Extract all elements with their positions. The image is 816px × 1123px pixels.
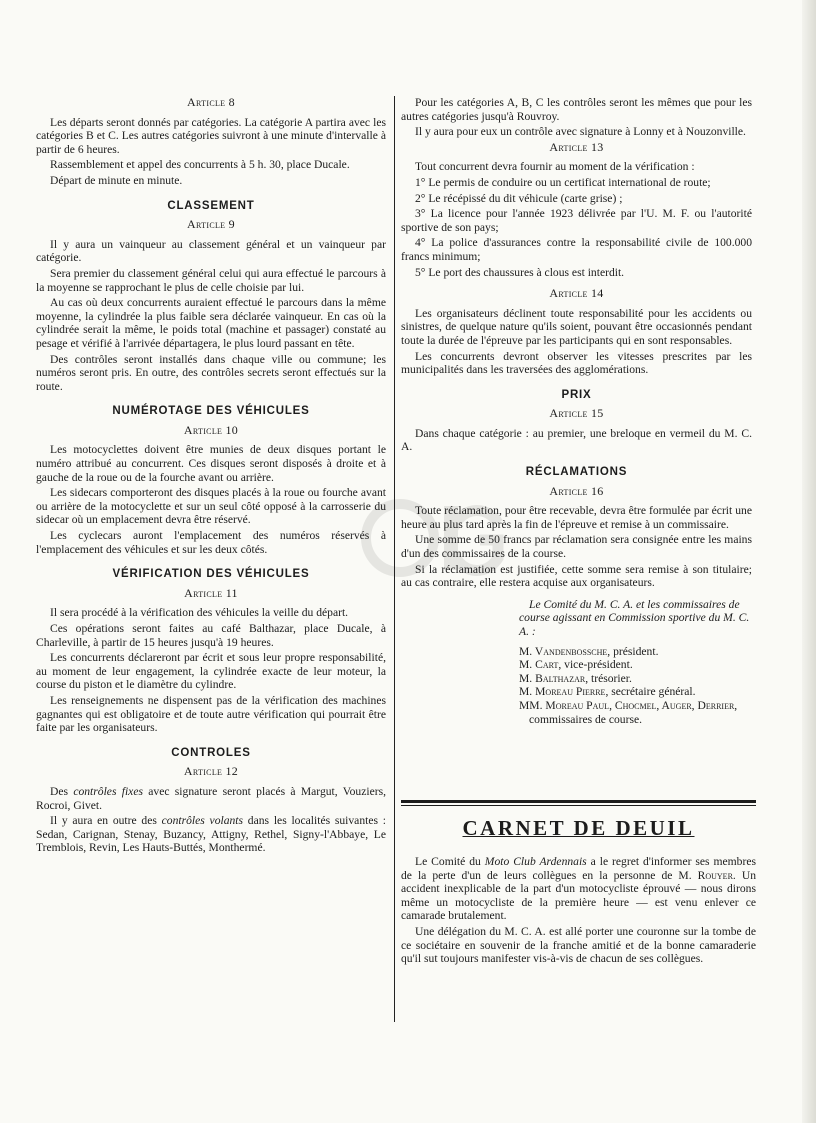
section-title-controles: CONTROLES — [171, 746, 251, 759]
obituary-section — [401, 800, 756, 968]
article-10-paragraph: Les cyclecars auront l'emplacement des numéros réservés à l'emplacement des véhicules et sur les deux côtés. — [36, 529, 386, 556]
article-16-paragraph: Si la réclamation est justifiée, cette somme sera remise à son titulaire; au cas contraire, elle restera acquise aux organisateurs. — [401, 562, 752, 590]
article-11-paragraph: Les renseignements ne dispensent pas de la vérification des machines gagnantes qui est obligatoire et de toute autre vérification qui pourrait être faite par les organisateurs. — [36, 693, 386, 735]
section-title-classement: CLASSEMENT — [167, 199, 255, 212]
right-column — [401, 96, 752, 726]
article-13-item: 1° Le permis de conduire ou un certificat international de route; — [415, 175, 711, 189]
article-10-heading: Article 10 — [183, 422, 239, 437]
article-12-continued: Il y aura pour eux un contrôle avec signature à Lonny et à Nouzonville. — [415, 125, 746, 139]
article-12-heading: Article 12 — [183, 764, 239, 779]
page-edge — [802, 0, 816, 1123]
article-9-paragraph: Des contrôles seront installés dans chaque ville ou commune; les numéros seront pris. En outre, des contrôles secrets seront effectués sur la route. — [36, 352, 386, 393]
article-14-heading: Article 14 — [549, 286, 604, 301]
obituary-title: CARNET DE DEUIL — [462, 816, 695, 840]
article-12-paragraph: Des contrôles fixes avec signature seront placés à Margut, Vouziers, Rocroi, Givet. — [36, 784, 386, 812]
signature-intro: Le Comité du M. C. A. et les commissaires de course agissant en Commission sportive du M. C. A. : — [519, 597, 750, 638]
article-16-paragraph: Une somme de 50 francs par réclamation sera consignée entre les mains d'un des commissaires de la course. — [401, 533, 752, 561]
article-8-heading: Article 8 — [187, 95, 235, 109]
article-13-item: 4° La police d'assurances contre la responsabilité civile de 100.000 francs minimum; — [401, 236, 752, 263]
article-11-paragraph: Il sera procédé à la vérification des véhicules la veille du départ. — [50, 606, 349, 620]
section-title-reclamations: RÉCLAMATIONS — [525, 466, 628, 479]
article-14-paragraph: Les organisateurs déclinent toute responsabilité pour les accidents ou sinistres, de quelque nature qu'ils soient, pouvant être occasionnés pendant toute la durée de l'épreuve par les participants qui en sont responsables. — [401, 306, 752, 347]
article-8-paragraph: Départ de minute en minute. — [50, 173, 183, 187]
article-16-paragraph: Toute réclamation, pour être recevable, devra être formulée par écrit une heure au plus tard après la fin de l'épreuve et remise à un commissaire. — [401, 504, 752, 531]
article-11-paragraph: Les concurrents déclareront par écrit et sous leur propre responsabilité, au moment de leur engagement, la cylindrée exacte de leur moteur, la course du piston et le diamètre du cylindre. — [36, 651, 386, 692]
section-title-verification: VÉRIFICATION DES VÉHICULES — [112, 568, 310, 581]
article-9-paragraph: Au cas où deux concurrents auraient effectué le parcours dans la même moyenne, la cylindrée la plus faible sera déclarée vainqueur. En cas où la cylindrée serait la même, le poids total (machine et passager) constaté au pesage et vérifié à l'arrivée départagera, le plus lourd passant en tête. — [36, 296, 386, 350]
article-13-paragraph: Tout concurrent devra fournir au moment de la vérification : — [415, 160, 695, 174]
section-title-numerotage: NUMÉROTAGE DES VÉHICULES — [112, 405, 310, 418]
article-11-heading: Article 11 — [184, 585, 238, 600]
signatory-line: M. Balthazar, trésorier. — [519, 671, 632, 685]
column-divider — [394, 96, 395, 1022]
article-13-item: 3° La licence pour l'année 1923 délivrée par l'U. M. F. ou l'autorité sportive de son pays; — [401, 207, 752, 234]
signatory-line: MM. Moreau Paul, Chocmel, Auger, Derrier, commissaires de course. — [519, 698, 738, 726]
article-9-heading: Article 9 — [187, 217, 235, 232]
article-15-heading: Article 15 — [549, 406, 604, 421]
left-column — [36, 96, 386, 857]
section-title-prix: PRIX — [561, 388, 592, 401]
article-12-paragraph: Il y aura en outre des contrôles volants dans les localités suivantes : Sedan, Carignan, Stenay, Buzancy, Attigny, Rethel, Signy-l'Abbaye, Le Tremblois, Revin, Les Hauts-Buttés, Monthermé. — [36, 814, 386, 855]
article-13-item: 5° Le port des chaussures à clous est interdit. — [415, 265, 625, 279]
article-10-paragraph: Les sidecars comporteront des disques placés à la roue ou fourche avant ou arrière de la motocyclette et sur un seul côté opposé à la carrosserie du sidecar où un emplacement devra être réservé. — [36, 486, 386, 527]
obituary-paragraph: Une délégation du M. C. A. est allé porter une couronne sur la tombe de ce sociétaire en souvenir de la franche amitié et de la bonne camaraderie qu'il sut toujours manifester vis-à-vis de chacun de ses collègues. — [401, 924, 756, 966]
obituary-paragraph: Le Comité du Moto Club Ardennais a le regret d'informer ses membres de la perte d'un de leurs collègues en la personne de M. Rouyer. Un accident inexplicable de la part d'un motocycliste éprouvé — nous dirons même un motocycliste de la première heure — est venu enlever ce camarade brutalement. — [401, 855, 756, 923]
article-13-item: 2° Le récépissé du dit véhicule (carte grise) ; — [415, 191, 623, 205]
article-9-paragraph: Sera premier du classement général celui qui aura effectué le parcours à la moyenne se rapprochant le plus de celle choisie par lui. — [36, 266, 386, 294]
article-13-heading: Article 13 — [549, 139, 604, 154]
article-8-paragraph: Rassemblement et appel des concurrents à 5 h. 30, place Ducale. — [50, 158, 350, 172]
article-14-paragraph: Les concurrents devront observer les vitesses prescrites par les municipalités dans les traversées des agglomérations. — [401, 349, 752, 377]
article-15-paragraph: Dans chaque catégorie : au premier, une breloque en vermeil du M. C. A. — [401, 426, 752, 454]
signature-block — [519, 598, 752, 726]
article-8-paragraph: Les départs seront donnés par catégories. La catégorie A partira avec les catégories B et C. Les autres catégories suivront à une minute d'intervalle à partir de 6 heures. — [36, 115, 386, 156]
article-16-heading: Article 16 — [549, 483, 604, 498]
signatory-line: M. Cart, vice-président. — [519, 658, 633, 672]
article-9-paragraph: Il y aura un vainqueur au classement général et un vainqueur par catégorie. — [36, 237, 386, 265]
article-11-paragraph: Ces opérations seront faites au café Balthazar, place Ducale, à Charleville, à partir de 15 heures jusqu'à 19 heures. — [36, 622, 386, 649]
signatory-line: M. Vandenbossche, président. — [519, 644, 659, 658]
obituary-body — [401, 855, 756, 966]
section-rule — [401, 800, 756, 803]
article-12-continued: Pour les catégories A, B, C les contrôles seront les mêmes que pour les autres catégories jusqu'à Rouvroy. — [401, 96, 752, 123]
section-rule — [401, 805, 756, 806]
article-10-paragraph: Les motocyclettes doivent être munies de deux disques portant le numéro attribué au concurrent. Ces disques seront disposés à droite et à gauche de la roue ou de la fourche avant ou arrière. — [36, 443, 386, 484]
signatory-line: M. Moreau Pierre, secrétaire général. — [519, 685, 696, 699]
